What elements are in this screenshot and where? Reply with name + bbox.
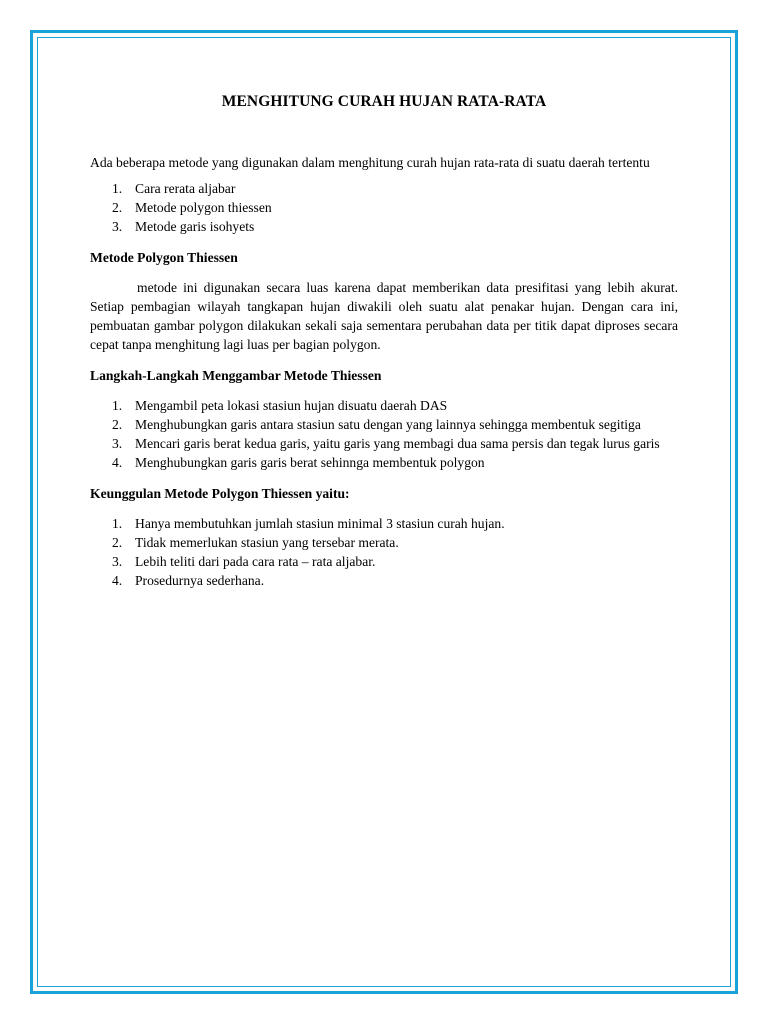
advantages-list — [90, 514, 678, 590]
list-item-text: Menghubungkan garis garis berat sehinnga membentuk polygon — [135, 455, 485, 470]
list-item — [90, 415, 678, 434]
list-item-text: Tidak memerlukan stasiun yang tersebar merata. — [135, 535, 399, 550]
list-number: 3. — [112, 436, 123, 451]
polygon-thiessen-paragraph: metode ini digunakan secara luas karena dapat memberikan data presifitasi yang lebih akurat. Setiap pembagian wilayah tangkapan hujan diwakili oleh suatu alat penakar hujan. Dengan cara ini, pembuatan gambar polygon dilakukan sekali saja sementara perubahan data per titik dapat diproses secara cepat tanpa menghitung lagi luas per bagian polygon. — [90, 280, 678, 352]
list-item — [90, 198, 678, 217]
list-item-text: Mengambil peta lokasi stasiun hujan disuatu daerah DAS — [135, 398, 448, 413]
list-number: 1. — [112, 398, 123, 413]
list-item-text: Cara rerata aljabar — [135, 181, 236, 196]
list-item — [90, 396, 678, 415]
list-number: 3. — [112, 554, 123, 569]
steps-list — [90, 396, 678, 472]
list-item-text: Lebih teliti dari pada cara rata – rata aljabar. — [135, 554, 376, 569]
list-item-text: Hanya membutuhkan jumlah stasiun minimal 3 stasiun curah hujan. — [135, 516, 505, 531]
list-item — [90, 217, 678, 236]
list-item — [90, 552, 678, 571]
list-item — [90, 571, 678, 590]
list-item — [90, 533, 678, 552]
document-title: MENGHITUNG CURAH HUJAN RATA-RATA — [221, 93, 547, 110]
list-number: 1. — [112, 516, 123, 531]
methods-list — [90, 179, 678, 236]
list-item-text: Metode polygon thiessen — [135, 200, 272, 215]
section-heading-polygon-thiessen: Metode Polygon Thiessen — [90, 250, 238, 265]
list-item — [90, 434, 678, 453]
list-number: 1. — [112, 181, 123, 196]
list-item-text: Mencari garis berat kedua garis, yaitu garis yang membagi dua sama persis dan tegak lurus garis — [135, 436, 660, 451]
list-number: 2. — [112, 200, 123, 215]
list-number: 2. — [112, 417, 123, 432]
list-item — [90, 179, 678, 198]
list-item-text: Menghubungkan garis antara stasiun satu dengan yang lainnya sehingga membentuk segitiga — [135, 417, 641, 432]
document-body — [90, 92, 678, 601]
list-item — [90, 453, 678, 472]
list-item — [90, 514, 678, 533]
list-item-text: Prosedurnya sederhana. — [135, 573, 265, 588]
list-number: 4. — [112, 573, 123, 588]
intro-paragraph: Ada beberapa metode yang digunakan dalam menghitung curah hujan rata-rata di suatu daerah tertentu — [90, 155, 650, 170]
list-number: 2. — [112, 535, 123, 550]
list-number: 3. — [112, 219, 123, 234]
section-heading-steps: Langkah-Langkah Menggambar Metode Thiessen — [90, 368, 382, 383]
list-number: 4. — [112, 455, 123, 470]
list-item-text: Metode garis isohyets — [135, 219, 255, 234]
section-heading-advantages: Keunggulan Metode Polygon Thiessen yaitu: — [90, 486, 350, 501]
